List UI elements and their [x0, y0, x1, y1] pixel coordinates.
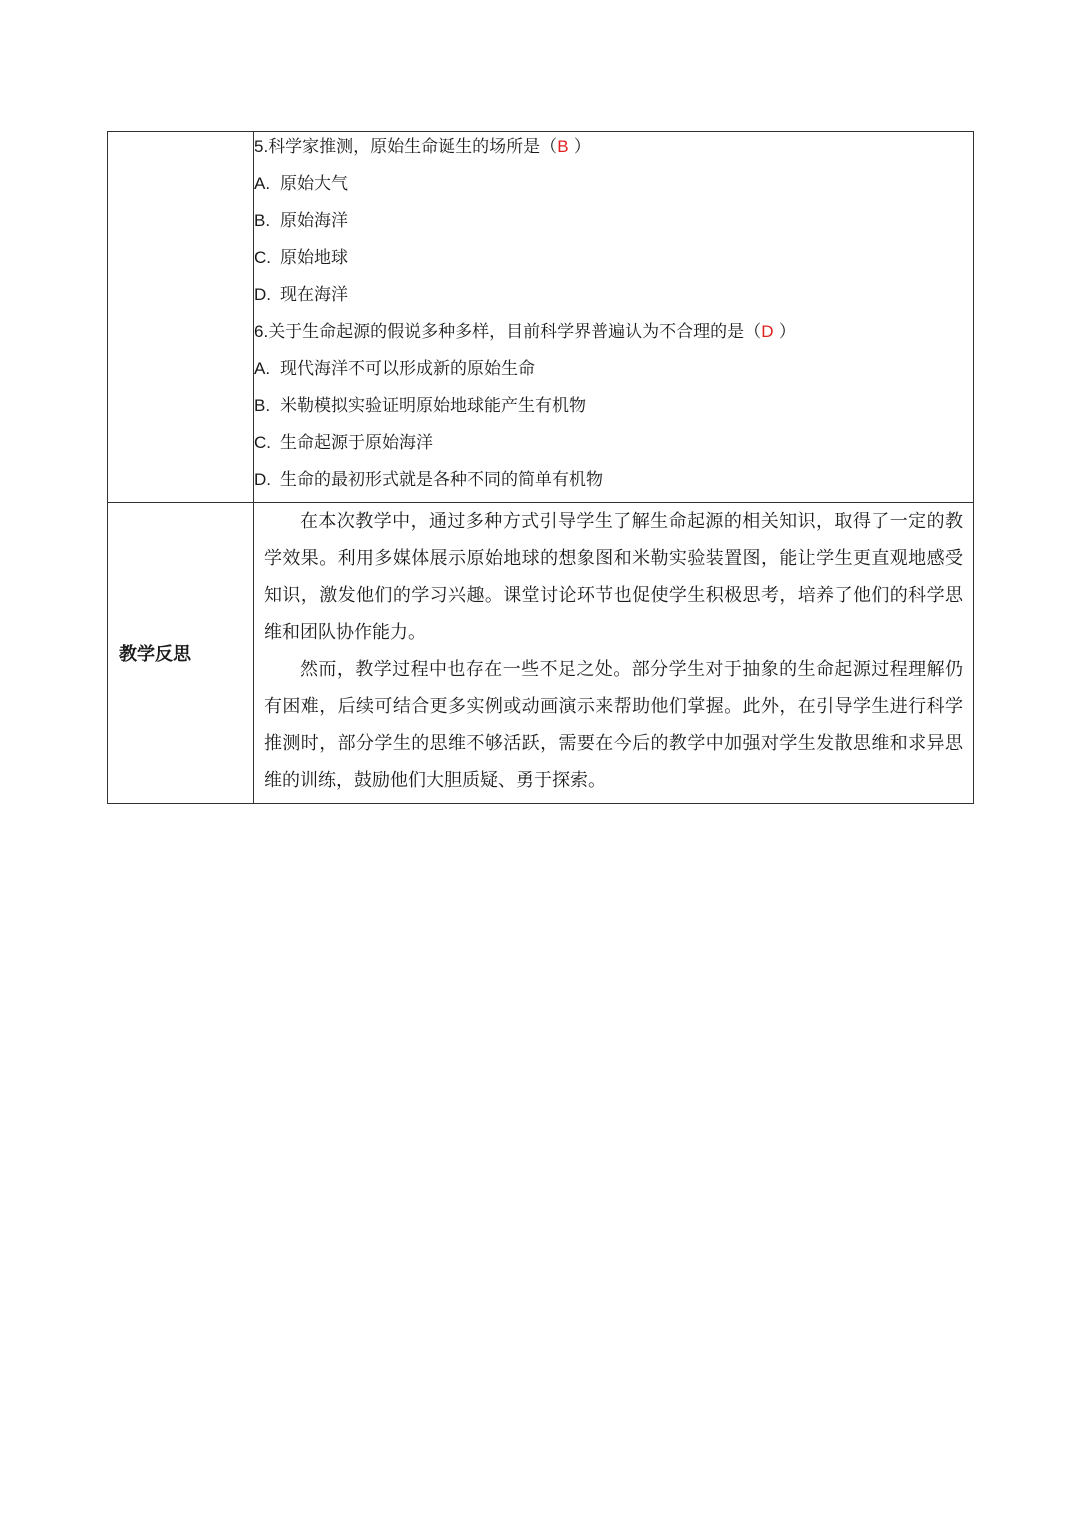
question-6-stem: 6.关于生命起源的假说多种多样，目前科学界普遍认为不合理的是（D ）	[254, 322, 796, 342]
question-5-option-d: D. 现在海洋	[254, 285, 348, 305]
lesson-table	[107, 131, 974, 804]
question-6-option-b: B. 米勒模拟实验证明原始地球能产生有机物	[254, 396, 586, 416]
questions-label-cell	[108, 132, 254, 503]
question-6-answer: D	[761, 322, 774, 341]
question-6-option-d: D. 生命的最初形式就是各种不同的简单有机物	[254, 470, 603, 490]
reflection-paragraph-1: 在本次教学中，通过多种方式引导学生了解生命起源的相关知识，取得了一定的教学效果。利用多媒体展示原始地球的想象图和米勒实验装置图，能让学生更直观地感受知识，激发他们的学习兴趣。课堂讨论环节也促使学生积极思考，培养了他们的科学思维和团队协作能力。	[264, 511, 963, 643]
question-5-option-c: C. 原始地球	[254, 248, 348, 268]
questions-cell	[254, 132, 974, 503]
question-6-option-c: C. 生命起源于原始海洋	[254, 433, 433, 453]
reflection-cell	[254, 503, 974, 804]
reflection-paragraph-2: 然而，教学过程中也存在一些不足之处。部分学生对于抽象的生命起源过程理解仍有困难，后续可结合更多实例或动画演示来帮助他们掌握。此外，在引导学生进行科学推测时，部分学生的思维不够活跃，需要在今后的教学中加强对学生发散思维和求异思维的训练，鼓励他们大胆质疑、勇于探索。	[264, 659, 963, 791]
question-5-option-b: B. 原始海洋	[254, 211, 348, 231]
question-6-option-a: A. 现代海洋不可以形成新的原始生命	[254, 359, 535, 379]
reflection-row	[108, 503, 974, 804]
questions-row	[108, 132, 974, 503]
question-5-option-a: A. 原始大气	[254, 174, 348, 194]
question-5-stem: 5.科学家推测，原始生命诞生的场所是（B ）	[254, 137, 591, 157]
question-5-answer: B	[557, 137, 569, 156]
reflection-label: 教学反思	[108, 503, 254, 804]
